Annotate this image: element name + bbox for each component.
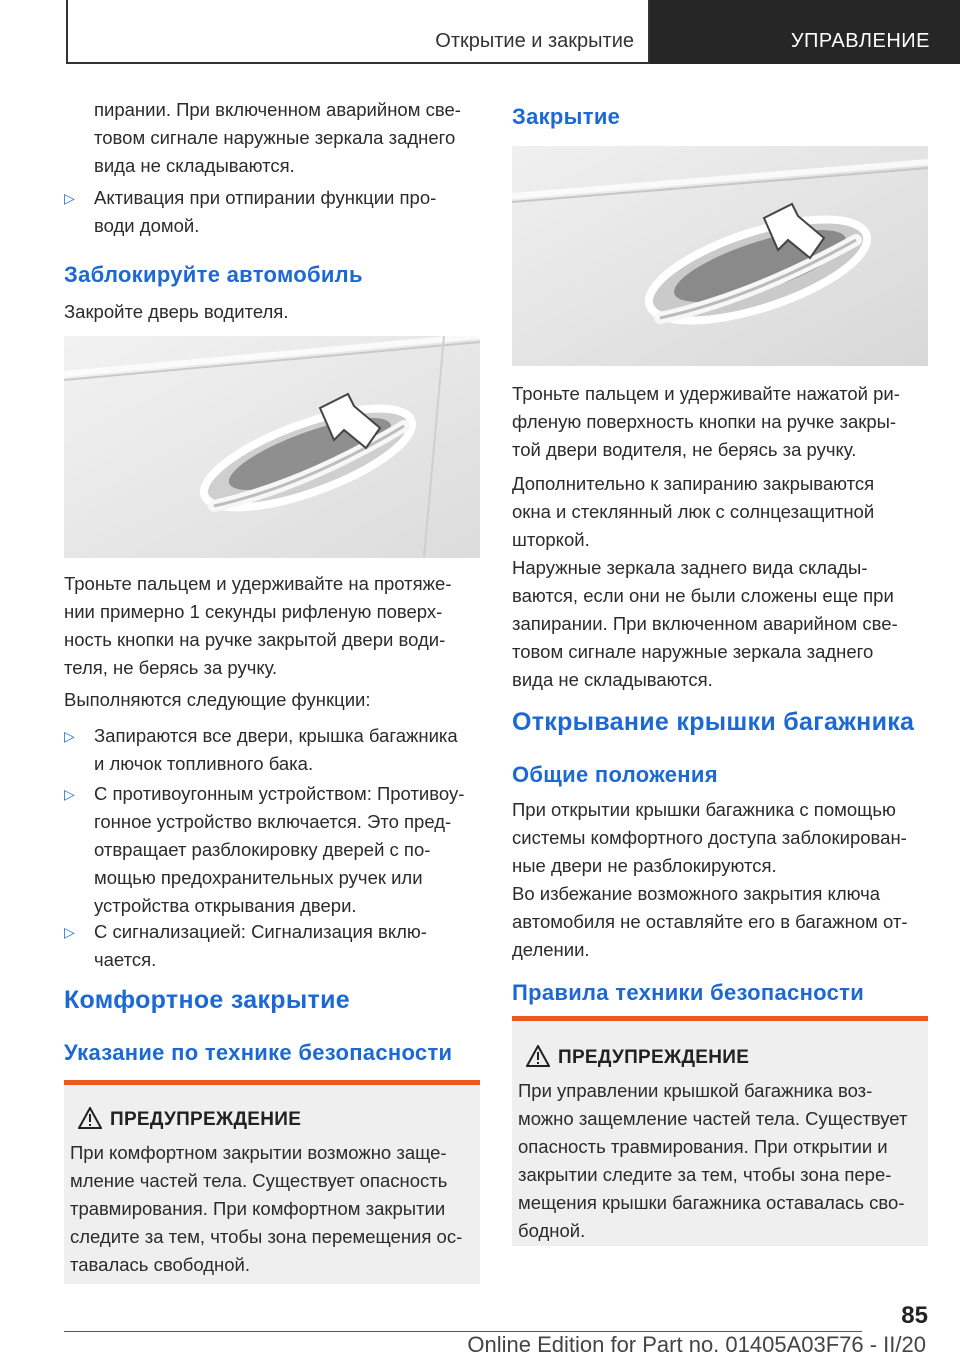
warning-triangle-icon bbox=[526, 1045, 550, 1067]
text-line: отвращает разблокировку дверей с по- bbox=[94, 839, 431, 860]
heading-trunk-opening: Открывание крышки багажника bbox=[512, 708, 915, 736]
door-handle-image bbox=[512, 146, 928, 366]
close-door-text: Закройте дверь водителя. bbox=[64, 301, 289, 322]
bullet-item bbox=[64, 780, 465, 920]
text-line: той двери водителя, не берясь за ручку. bbox=[512, 439, 857, 460]
mirror-fold-text bbox=[512, 554, 898, 694]
warning-title: ПРЕДУПРЕЖДЕНИЕ bbox=[558, 1047, 750, 1068]
text-line: системы комфортного доступа заблокирован- bbox=[512, 827, 907, 848]
touch-instructions bbox=[64, 570, 452, 682]
text-line: товом сигнале наружные зеркала заднего bbox=[512, 641, 874, 662]
edition-note: Online Edition for Part no. 01405A03F76 - II/20 bbox=[467, 1332, 926, 1357]
bullet-item bbox=[64, 722, 458, 778]
text-line: Дополнительно к запиранию закрываются bbox=[512, 473, 875, 494]
bullet-item bbox=[64, 184, 437, 240]
text-line: ность кнопки на ручке закрытой двери води- bbox=[64, 629, 446, 650]
functions-intro: Выполняются следующие функции: bbox=[64, 689, 371, 710]
warning-text bbox=[518, 1077, 907, 1245]
text-line: чается. bbox=[94, 949, 157, 970]
warning-title: ПРЕДУПРЕЖДЕНИЕ bbox=[110, 1109, 302, 1130]
text-line: и лючок топливного бака. bbox=[94, 753, 314, 774]
text-line: Запираются все двери, крышка багажника bbox=[94, 725, 458, 746]
text-line: пирании. При включенном аварийном све- bbox=[94, 99, 461, 120]
text-line: Троньте пальцем и удерживайте нажатой ри- bbox=[512, 383, 900, 404]
bullet-triangle-icon: ▷ bbox=[64, 924, 75, 940]
heading-closing: Закрытие bbox=[512, 104, 621, 129]
text-line: травмирования. При комфортном закрытии bbox=[70, 1198, 446, 1219]
text-line: следите за тем, чтобы зона перемещения ос- bbox=[70, 1226, 463, 1247]
text-line: С противоугонным устройством: Противоу- bbox=[94, 783, 465, 804]
running-header-chapter bbox=[650, 0, 960, 64]
text-line: теля, не берясь за ручку. bbox=[64, 657, 278, 678]
text-line: опасность травмирования. При открытии и bbox=[518, 1136, 888, 1157]
text-line: товом сигнале наружные зеркала заднего bbox=[94, 127, 456, 148]
text-line: тавалась свободной. bbox=[70, 1254, 250, 1275]
general-text bbox=[512, 796, 907, 880]
continued-paragraph bbox=[94, 96, 461, 180]
text-line: Во избежание возможного закрытия ключа bbox=[512, 883, 881, 904]
text-line: мление частей тела. Существует опасность bbox=[70, 1170, 448, 1191]
text-line: мощью предохранительных ручек или bbox=[94, 867, 423, 888]
text-line: При открытии крышки багажника с помощью bbox=[512, 799, 896, 820]
door-handle-image bbox=[64, 336, 480, 558]
text-line: ваются, если они не были сложены еще при bbox=[512, 585, 894, 606]
chapter-title: УПРАВЛЕНИЕ bbox=[790, 30, 930, 52]
text-line: гонное устройство включается. Это пред- bbox=[94, 811, 452, 832]
text-line: нии примерно 1 секунды рифленую поверх- bbox=[64, 601, 443, 622]
bullet-triangle-icon: ▷ bbox=[64, 190, 75, 206]
text-line: делении. bbox=[512, 939, 590, 960]
heading-safety-rules: Правила техники безопасности bbox=[512, 980, 865, 1005]
text-line: фленую поверхность кнопки на ручке закры- bbox=[512, 411, 897, 432]
text-line: запирании. При включенном аварийном све- bbox=[512, 613, 898, 634]
text-line: Активация при отпирании функции про- bbox=[94, 187, 437, 208]
warning-triangle-icon bbox=[78, 1107, 102, 1129]
bullet-item bbox=[64, 918, 427, 974]
text-line: шторкой. bbox=[512, 529, 590, 550]
key-warning-text bbox=[512, 880, 908, 964]
text-line: автомобиля не оставляйте его в багажном от- bbox=[512, 911, 908, 932]
text-line: С сигнализацией: Сигнализация вклю- bbox=[94, 921, 427, 942]
text-line: ные двери не разблокируются. bbox=[512, 855, 777, 876]
bullet-triangle-icon: ▷ bbox=[64, 786, 75, 802]
text-line: При комфортном закрытии возможно заще- bbox=[70, 1142, 447, 1163]
text-line: устройства открывания двери. bbox=[94, 895, 357, 916]
text-line: вида не складываются. bbox=[94, 155, 295, 176]
heading-lock-vehicle: Заблокируйте автомобиль bbox=[64, 262, 363, 287]
text-line: мещения крышки багажника оставалась сво- bbox=[518, 1192, 905, 1213]
text-line: можно защемление частей тела. Существует bbox=[518, 1108, 908, 1129]
section-title: Открытие и закрытие bbox=[435, 30, 634, 52]
text-line: води домой. bbox=[94, 215, 200, 236]
door-handle-illustration bbox=[64, 336, 480, 558]
page-number: 85 bbox=[901, 1302, 928, 1329]
heading-general: Общие положения bbox=[512, 762, 718, 787]
text-line: вида не складываются. bbox=[512, 669, 713, 690]
additional-closing-text bbox=[512, 470, 874, 554]
warning-text bbox=[70, 1139, 462, 1279]
bullet-triangle-icon: ▷ bbox=[64, 728, 75, 744]
text-line: окна и стеклянный люк с солнцезащитной bbox=[512, 501, 875, 522]
text-line: Троньте пальцем и удерживайте на протяже- bbox=[64, 573, 452, 594]
text-line: закрытии следите за тем, чтобы зона пере- bbox=[518, 1164, 892, 1185]
touch-instructions bbox=[512, 380, 900, 464]
heading-safety-note: Указание по технике безопасности bbox=[64, 1040, 453, 1065]
running-header-section bbox=[66, 0, 650, 64]
warning-box bbox=[512, 1016, 928, 1246]
text-line: При управлении крышкой багажника воз- bbox=[518, 1080, 873, 1101]
door-handle-illustration bbox=[512, 146, 928, 366]
warning-box bbox=[64, 1080, 480, 1284]
heading-comfort-closing: Комфортное закрытие bbox=[64, 986, 350, 1014]
text-line: Наружные зеркала заднего вида склады- bbox=[512, 557, 868, 578]
text-line: бодной. bbox=[518, 1220, 586, 1241]
